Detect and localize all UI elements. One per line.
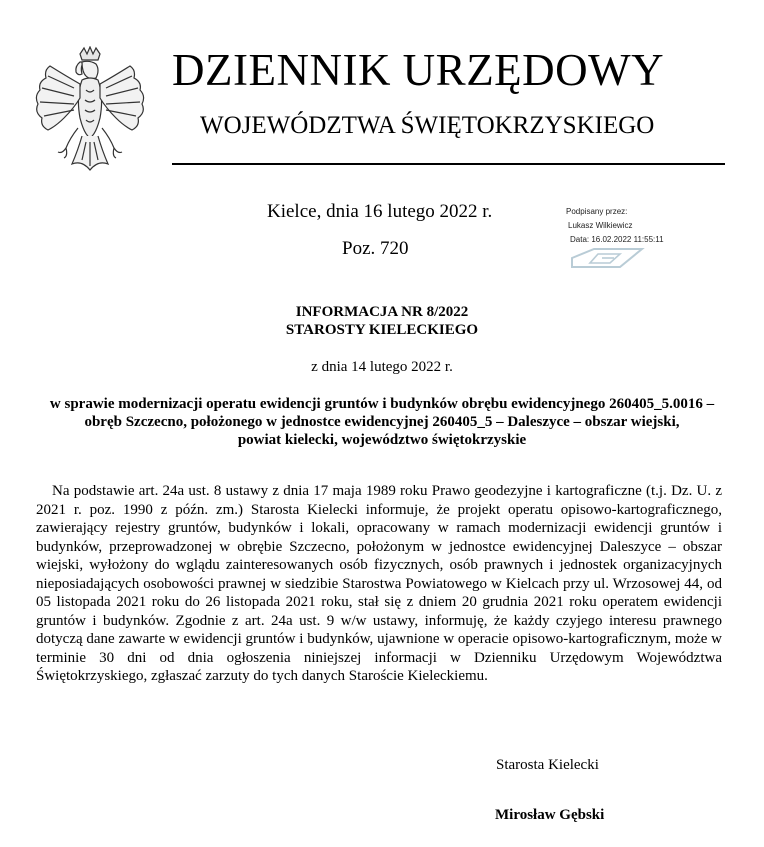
masthead-divider (172, 163, 725, 165)
signer-title: Starosta Kielecki (496, 757, 599, 773)
position-number: Poz. 720 (342, 238, 409, 259)
polish-eagle-emblem-icon (30, 46, 150, 186)
masthead-subtitle: WOJEWÓDZTWA ŚWIĘTOKRZYSKIEGO (200, 112, 655, 139)
masthead-title: DZIENNIK URZĘDOWY (172, 45, 665, 95)
place-date: Kielce, dnia 16 lutego 2022 r. (267, 201, 493, 222)
signature-date: Data: 16.02.2022 11:55:11 (570, 235, 664, 244)
signer-name: Mirosław Gębski (495, 807, 605, 823)
signature-stamp-icon (568, 247, 646, 269)
body-paragraph: Na podstawie art. 24a ust. 8 ustawy z dnia 17 maja 1989 roku Prawo geodezyjne i kartograficzne (t.j. Dz. U. z 2021 r. poz. 1990 z późn. zm.) Starosta Kielecki informuje, że projekt operatu opisowo-kartograficznego, zawierający rejestry gruntów, budynków i lokali, opracowany w ramach modernizacji ewidencji gruntów i budynków, przeprowadzonej w obrębie Szczecno, położonym w jednostce ewidencyjnej Daleszyce – obszar wiejski, wyłożony do wglądu zainteresowanych osób fizycznych, osób prawnych i jednostek organizacyjnych nieposiadających osobowości prawnej w siedzibie Starostwa Powiatowego w Kielcach przy ul. Wrzosowej 44, od 05 listopada 2021 roku do 26 listopada 2021 roku, stał się z dniem 20 grudnia 2021 roku operatem ewidencji gruntów i budynków. Zgodnie z art. 24a ust. 9 w/w ustawy, informuję, że każdy czyjego interesu prawnego dotyczą dane zawarte w ewidencji gruntów i budynków, ujawnione w operacie opisowo-kartograficznym, może w terminie 30 dni od dnia ogłoszenia niniejszej informacji w Dzienniku Urzędowym Województwa Świętokrzyskiego, zgłaszać zarzuty do tych danych Staroście Kieleckiemu. (36, 483, 722, 684)
subject-line: w sprawie modernizacji operatu ewidencji gruntów i budynków obrębu ewidencyjnego 260405_5.0016 – (49, 396, 715, 412)
document-title-line: STAROSTY KIELECKIEGO (285, 322, 479, 338)
document-subject (24, 395, 740, 449)
subject-line: obręb Szczecno, położonego w jednostce ewidencyjnej 260405_5 – Daleszyce – obszar wiejski, (84, 414, 680, 430)
document-title-line: INFORMACJA NR 8/2022 (295, 304, 469, 320)
issue-date: z dnia 14 lutego 2022 r. (311, 359, 453, 375)
document-title (0, 303, 764, 339)
signature-signer: Lukasz Wilkiewicz (568, 221, 633, 230)
subject-line: powiat kielecki, województwo świętokrzyskie (237, 432, 527, 448)
signature-label: Podpisany przez: (566, 207, 628, 216)
electronic-signature-block (562, 205, 742, 247)
